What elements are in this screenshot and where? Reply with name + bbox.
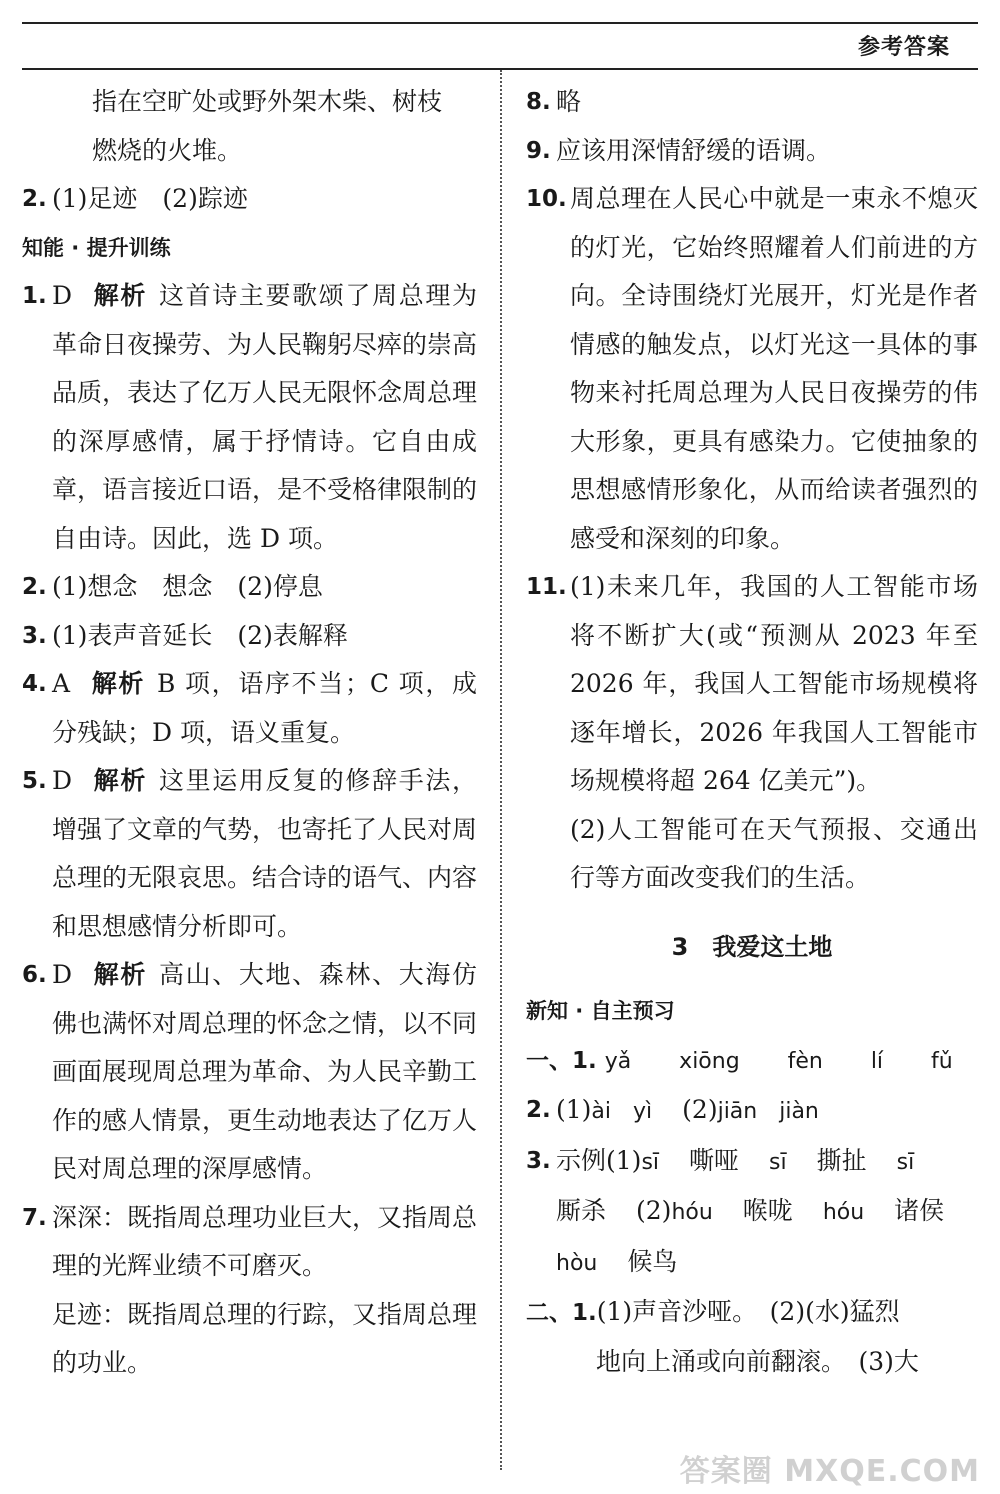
word: 诸侯 xyxy=(894,1196,945,1225)
item-text: 这里运用反复的修辞手法，增强了文章的气势，也寄托了人民对周总理的无限哀思。结合诗的语气、内容和思想感情分析即可。 xyxy=(52,766,478,941)
chapter-number: 3 xyxy=(671,932,689,961)
pinyin-group-a: ài yì xyxy=(591,1099,653,1124)
item-answer: D xyxy=(52,960,73,989)
pinyin: sī xyxy=(641,1149,660,1175)
jiexi-label: 解析 xyxy=(92,960,147,989)
watermark-logo: 答案圈 MXQE.COM xyxy=(679,1454,980,1489)
item-text: 略 xyxy=(556,87,582,116)
intro-line-1: 指在空旷处或野外架木柴、树枝 xyxy=(92,87,443,116)
item-number: 7. xyxy=(22,1204,47,1231)
top-rule xyxy=(22,22,978,24)
answer-item-2 xyxy=(22,175,477,224)
section-heading-xinzhi: 新知 · 自主预习 xyxy=(526,999,675,1023)
item-text: 高山、大地、森林、大海仿佛也满怀对周总理的怀念之情，以不同画面展现周总理为革命、为人民辛勤工作的感人情景，更生动地表达了亿万人民对周总理的深厚感情。 xyxy=(52,960,478,1183)
answer-item-9 xyxy=(526,127,978,176)
item-text-continued: 地向上涌或向前翻滚。 (3)大 xyxy=(596,1346,919,1376)
right-column xyxy=(526,78,978,1386)
item-text: 应该用深情舒缓的语调。 xyxy=(556,135,832,165)
answer-item-7-continued: 足迹：既指周总理的行踪，又指周总理的功业。 xyxy=(52,1299,478,1377)
answer-item-10 xyxy=(526,175,978,563)
item-number: 5. xyxy=(22,768,47,794)
item-sub-a: (1) xyxy=(556,1095,592,1124)
answer-item-7 xyxy=(22,1194,477,1291)
item-answer: A xyxy=(52,669,71,698)
answer-item-1 xyxy=(22,272,477,563)
jiexi-label: 解析 xyxy=(92,766,147,795)
item-answer: D xyxy=(52,766,73,795)
item-text: (1)足迹 (2)踪迹 xyxy=(52,184,248,213)
preview-item-3 xyxy=(526,1137,978,1289)
pinyin-3: fèn xyxy=(787,1048,823,1074)
preview-item-2 xyxy=(526,1086,978,1137)
answer-item-5 xyxy=(22,757,477,951)
page-header-title: 参考答案 xyxy=(857,35,950,60)
word: 喉咙 xyxy=(742,1196,793,1225)
answer-item-6 xyxy=(22,951,477,1194)
answer-item-2b xyxy=(22,563,477,612)
section-heading-zhineng: 知能 · 提升训练 xyxy=(22,235,171,260)
item-number: 3. xyxy=(526,1147,551,1174)
chapter-title xyxy=(526,923,978,972)
item-text: (1)表声音延长 (2)表解释 xyxy=(52,620,348,650)
pinyin: hóu xyxy=(822,1200,865,1225)
chapter-name: 我爱这土地 xyxy=(712,932,833,961)
word: 嘶哑 xyxy=(689,1145,740,1175)
pinyin-group-b: jiān jiàn xyxy=(717,1099,819,1124)
left-column xyxy=(22,78,477,1388)
item-number: 11. xyxy=(526,574,567,600)
answer-item-11 xyxy=(526,563,978,903)
item-number: 4. xyxy=(22,671,47,697)
example-label: 示例 xyxy=(556,1145,607,1175)
item-number: 2. xyxy=(22,186,47,212)
item-text-part-2: (2)人工智能可在天气预报、交通出行等方面改变我们的生活。 xyxy=(570,814,978,892)
item-sub-a: (1) xyxy=(606,1145,642,1175)
jiexi-label: 解析 xyxy=(92,281,147,310)
item-number: 1. xyxy=(22,283,47,309)
intro-line-2: 燃烧的火堆。 xyxy=(92,135,243,165)
pinyin: hóu xyxy=(671,1200,713,1225)
item-number: 3. xyxy=(22,622,47,649)
answer-item-4 xyxy=(22,660,477,757)
item-number: 10. xyxy=(526,186,567,212)
word: 厮杀 xyxy=(556,1196,607,1225)
item-label: 二、1. xyxy=(526,1300,597,1326)
pinyin: sī xyxy=(769,1149,787,1175)
answer-item-8 xyxy=(526,78,978,127)
item-text: 周总理在人民心中就是一束永不熄灭的灯光，它始终照耀着人们前进的方向。全诗围绕灯光展开，灯光是作者情感的触发点，以灯光这一具体的事物来衬托周总理为人民日夜操劳的伟大形象，更具有感染力。它使抽象的思想感情形象化，从而给读者强烈的感受和深刻的印象。 xyxy=(570,184,978,553)
word: 候鸟 xyxy=(627,1246,678,1276)
pinyin-2: xiōng xyxy=(679,1048,740,1074)
item-number: 8. xyxy=(526,89,551,115)
item-text: (1)声音沙哑。 (2)(水)猛烈 xyxy=(596,1297,900,1326)
item-text: B 项，语序不当；C 项，成分残缺；D 项，语义重复。 xyxy=(52,669,477,747)
item-text: 这首诗主要歌颂了周总理为革命日夜操劳、为人民鞠躬尽瘁的崇高品质，表达了亿万人民无限怀念周总理的深厚感情，属于抒情诗。它自由成章，语言接近口语，是不受格律限制的自由诗。因此，选 D 项。 xyxy=(52,281,478,553)
pinyin-1: yǎ xyxy=(604,1048,632,1074)
answer-item-3 xyxy=(22,612,477,661)
pinyin: sī xyxy=(896,1149,915,1175)
preview-item-1 xyxy=(526,1036,978,1087)
pinyin-5: fǔ xyxy=(931,1048,953,1074)
column-divider xyxy=(500,70,502,1470)
item-sub-b: (2) xyxy=(636,1196,672,1225)
word: 撕扯 xyxy=(816,1145,867,1175)
item-number: 9. xyxy=(526,137,551,164)
pinyin: hòu xyxy=(556,1250,598,1276)
item-number: 2. xyxy=(22,574,47,600)
item-text: 深深：既指周总理功业巨大，又指周总理的光辉业绩不可磨灭。 xyxy=(52,1202,478,1280)
item-text-part-1: (1)未来几年，我国的人工智能市场将不断扩大(或“预测从 2023 年至 2026 年，我国人工智能市场规模将逐年增长，2026 年我国人工智能市场规模将超 264 亿美元”)。 xyxy=(570,572,978,795)
pinyin-4: lí xyxy=(870,1048,884,1074)
jiexi-label: 解析 xyxy=(90,669,146,698)
item-label: 一、1. xyxy=(526,1047,597,1074)
item-number: 2. xyxy=(526,1097,551,1123)
item-number: 6. xyxy=(22,962,47,988)
item-text: (1)想念 想念 (2)停息 xyxy=(52,572,323,601)
part2-item-1 xyxy=(526,1288,978,1386)
item-answer: D xyxy=(52,281,73,310)
item-sub-b: (2) xyxy=(682,1095,718,1124)
